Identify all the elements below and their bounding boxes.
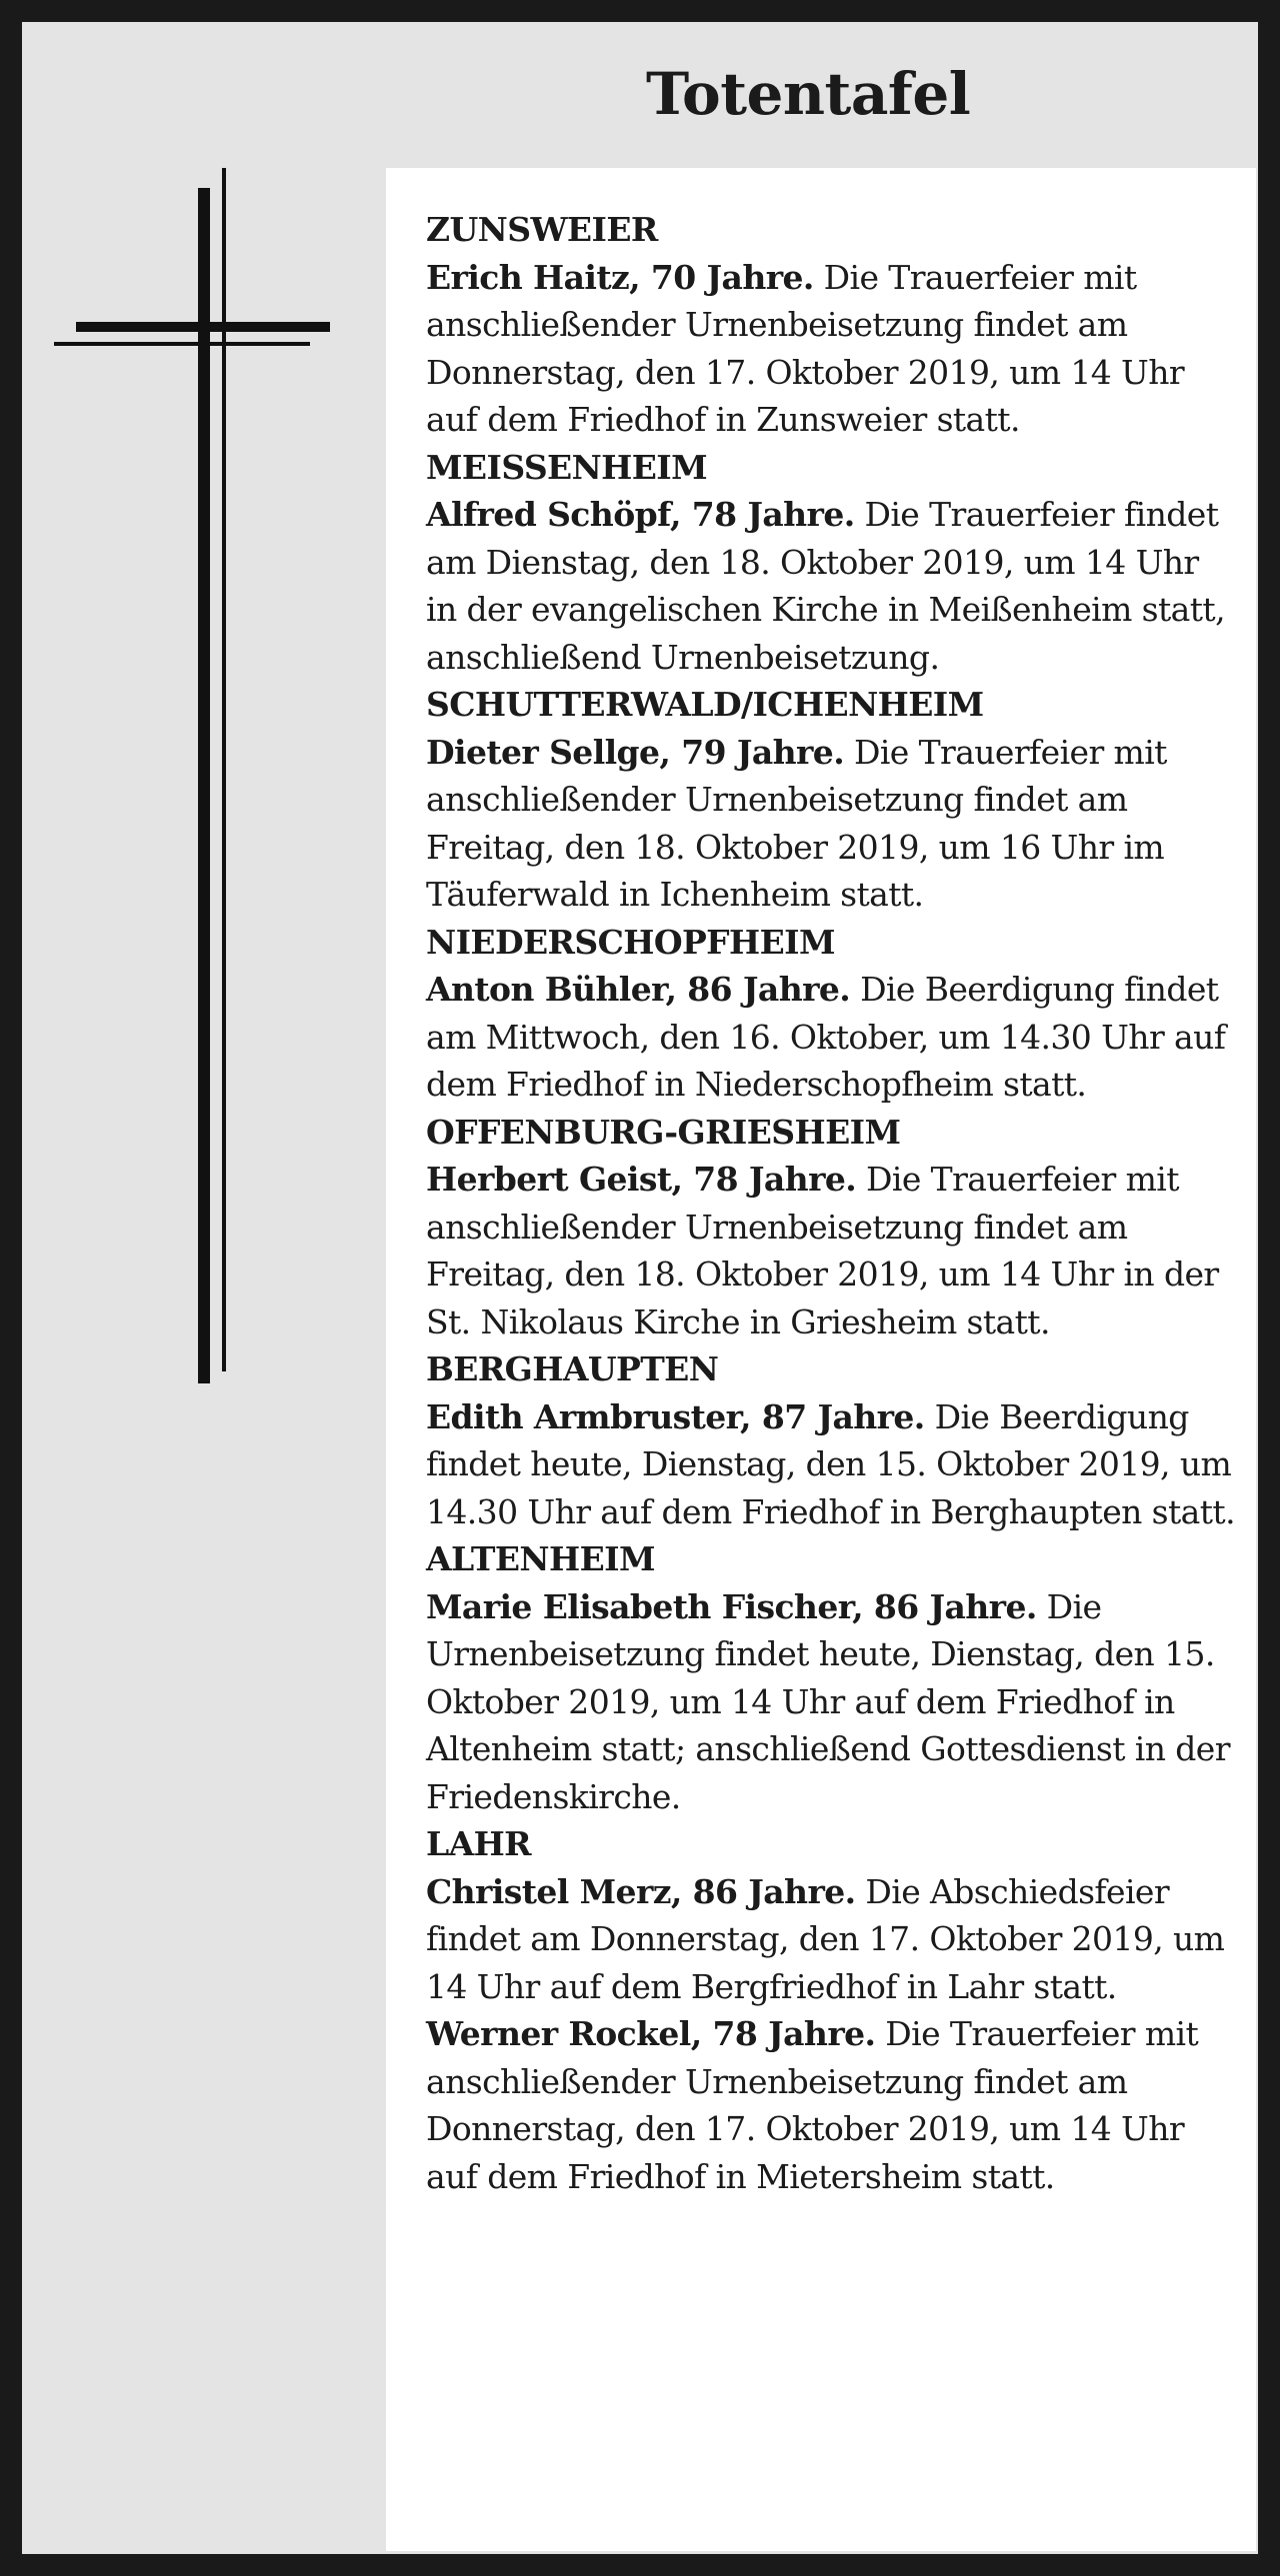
deceased-name: Marie Elisabeth Fischer, 86 Jahre. [426,1586,1037,1626]
ceremony-details: Die Trauerfeier mit anschließender Urnenbeisetzung findet am Freitag, den 18. Oktober 2019, um 14 Uhr in der St. Nikolaus Kirche in Griesheim statt. [426,1160,1219,1341]
obituary-place: ZUNSWEIER [426,210,658,249]
obituary-place: ALTENHEIM [426,1539,655,1578]
obituary-notice [426,2010,1236,2200]
ceremony-details: Die Beerdigung findet am Mittwoch, den 16. Oktober, um 14.30 Uhr auf dem Friedhof in Niederschopfheim statt. [426,970,1226,1104]
ceremony-details: Die Trauerfeier mit anschließender Urnenbeisetzung findet am Donnerstag, den 17. Oktober 2019, um 14 Uhr auf dem Friedhof in Zunsweier statt. [426,257,1185,439]
obituary-notice [426,491,1236,681]
ceremony-details: Die Trauerfeier findet am Dienstag, den 18. Oktober 2019, um 14 Uhr in der evangelischen Kirche in Meißenheim statt, anschließend Urnenbeisetzung. [426,495,1225,677]
deceased-name: Alfred Schöpf, 78 Jahre. [426,495,855,534]
obituary-notice [426,1868,1236,2011]
obituary-place: NIEDERSCHOPFHEIM [426,922,835,962]
obituary-notice [426,254,1236,444]
deceased-name: Werner Rockel, 78 Jahre. [426,2014,876,2053]
ceremony-details: Die Trauerfeier mit anschließender Urnenbeisetzung findet am Donnerstag, den 17. Oktober 2019, um 14 Uhr auf dem Friedhof in Mietersheim statt. [426,2014,1199,2196]
obituary-notice [426,1583,1236,1821]
obituary-place: LAHR [426,1824,532,1863]
obituary-entry [426,206,1236,444]
obituary-entry [426,444,1236,682]
obituary-notice [426,1156,1236,1345]
deceased-name: Christel Merz, 86 Jahre. [426,1871,856,1911]
obituary-place: MEISSENHEIM [426,447,708,487]
obituary-entry [426,1109,1236,1346]
ceremony-details: Die Urnenbeisetzung findet heute, Dienstag, den 15. Oktober 2019, um 14 Uhr auf dem Friedhof in Altenheim statt; anschließend Gottesdienst in der Friedenskirche. [426,1586,1230,1816]
deceased-name: Dieter Sellge, 79 Jahre. [426,732,845,772]
obituary-entry [426,1535,1236,1820]
ceremony-details: Die Trauerfeier mit anschließender Urnenbeisetzung findet am Freitag, den 18. Oktober 2019, um 16 Uhr im Täuferwald in Ichenheim statt. [426,732,1167,914]
obituary-place: OFFENBURG-GRIESHEIM [426,1112,901,1152]
obituary-list [386,168,1256,2551]
ceremony-details: Die Beerdigung findet heute, Dienstag, den 15. Oktober 2019, um 14.30 Uhr auf dem Friedhof in Berghaupten statt. [426,1396,1235,1531]
obituary-notice [426,966,1236,1109]
obituary-place: SCHUTTERWALD/ICHENHEIM [426,685,984,724]
double-line-cross-icon [54,168,344,1387]
page-title: Totentafel [646,60,971,128]
obituary-entry [426,681,1236,919]
obituary-entry [426,2010,1236,2200]
ceremony-details: Die Abschiedsfeier findet am Donnerstag, den 17. Oktober 2019, um 14 Uhr auf dem Bergfriedhof in Lahr statt. [426,1871,1225,2006]
obituary-entry [426,1820,1236,2010]
obituary-notice [426,1393,1236,1536]
deceased-name: Erich Haitz, 70 Jahre. [426,257,814,297]
deceased-name: Edith Armbruster, 87 Jahre. [426,1396,925,1436]
obituary-entry [426,1345,1236,1535]
obituary-place: BERGHAUPTEN [426,1349,719,1388]
obituary-entry [426,919,1236,1109]
obituary-notice [426,729,1236,919]
deceased-name: Herbert Geist, 78 Jahre. [426,1160,857,1199]
deceased-name: Anton Bühler, 86 Jahre. [426,970,851,1009]
